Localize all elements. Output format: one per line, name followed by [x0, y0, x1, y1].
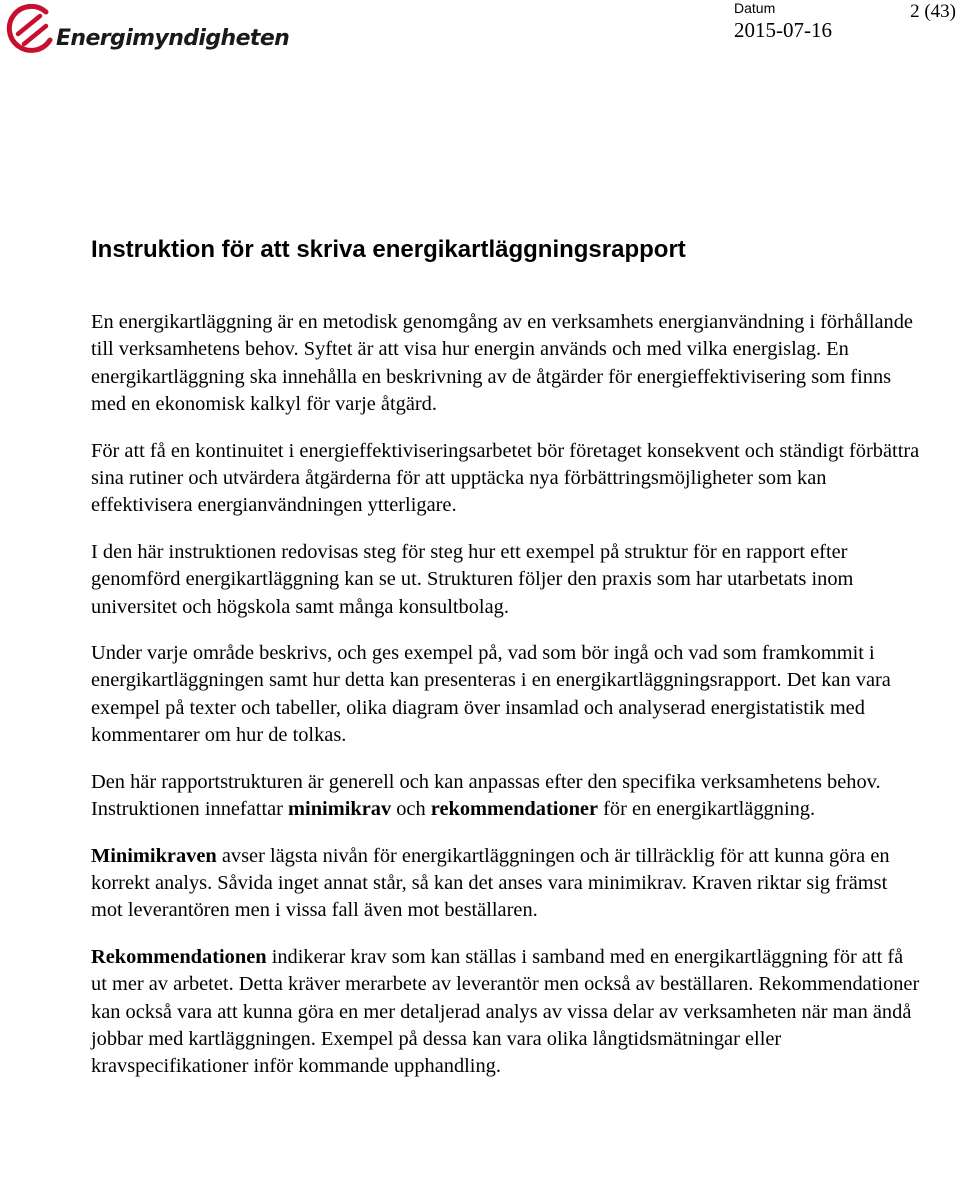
paragraph-intro: En energikartläggning är en metodisk genomgång av en verksamhets energianvändning i förhållande till verksamhetens behov. Syftet är att visa hur energin används och med vilka energislag. En energikartläggning ska innehålla en beskrivning av de åtgärder för energieffektivisering som finns med en ekonomisk kalkyl för varje åtgärd.	[91, 311, 913, 416]
logo	[6, 4, 289, 56]
bold-term-rekommendationen: Rekommendationen	[91, 945, 267, 968]
page-number: 2 (43)	[910, 1, 956, 22]
text-run: indikerar krav som kan ställas i samband med en energikartläggning för att få ut mer av arbetet. Detta kräver merarbete av leverantör men också av beställaren. Rekommendationer kan också vara att kunna göra en mer detaljerad analys av vissa delar av verksamheten när man ändå jobbar med kartläggningen. Exempel på dessa kan vara olika långtidsmätningar eller kravspecifikationer inför kommande upphandling.	[91, 945, 920, 1078]
paragraph-structure: I den här instruktionen redovisas steg för steg hur ett exempel på struktur för en rapport efter genomförd energikartläggning kan se ut. Strukturen följer den praxis som har utarbetats inom universitet och högskola samt många konsultbolag.	[91, 540, 854, 618]
page-header	[0, 0, 960, 60]
date-value: 2015-07-16	[734, 18, 832, 42]
paragraph-general	[91, 769, 921, 824]
bold-term-minimikraven: Minimikraven	[91, 844, 217, 867]
paragraph-continuity: För att få en kontinuitet i energieffektiviseringsarbetet bör företaget konsekvent och ständigt förbättra sina rutiner och utvärdera åtgärderna för att upptäcka nya förbättringsmöjligheter som kan effektivisera energianvändningen ytterligare.	[91, 439, 920, 517]
document-body	[91, 309, 921, 1100]
text-run: Den här rapportstrukturen är generell och kan anpassas efter den specifika verksamhetens behov. Instruktionen innefattar	[91, 770, 881, 821]
bold-term-rekommendationer: rekommendationer	[430, 798, 599, 821]
text-run: för en energikartläggning.	[598, 798, 816, 821]
text-run: avser lägsta nivån för energikartläggningen och är tillräcklig för att kunna göra en korrekt analys. Såvida inget annat står, så kan det anses vara minimikrav. Kraven riktar sig främst mot leverantören men i vissa fall även mot beställaren.	[91, 844, 890, 922]
bold-term-minimikrav: minimikrav	[288, 798, 392, 821]
document-title: Instruktion för att skriva energikartläggningsrapport	[91, 236, 686, 263]
paragraph-minimikraven	[91, 843, 921, 925]
logo-text: Energimyndigheten	[56, 25, 290, 51]
text-run: och	[391, 798, 431, 821]
paragraph-areas: Under varje område beskrivs, och ges exempel på, vad som bör ingå och vad som framkommit i energikartläggningen samt hur detta kan presenteras i en energikartläggningsrapport. Det kan vara exempel på texter och tabeller, olika diagram över insamlad och analyserad energistatistik med kommentarer om hur de tolkas.	[91, 642, 891, 747]
paragraph-rekommendationen	[91, 944, 921, 1081]
date-label: Datum	[734, 0, 776, 16]
energimyndigheten-logo-icon	[6, 4, 58, 56]
